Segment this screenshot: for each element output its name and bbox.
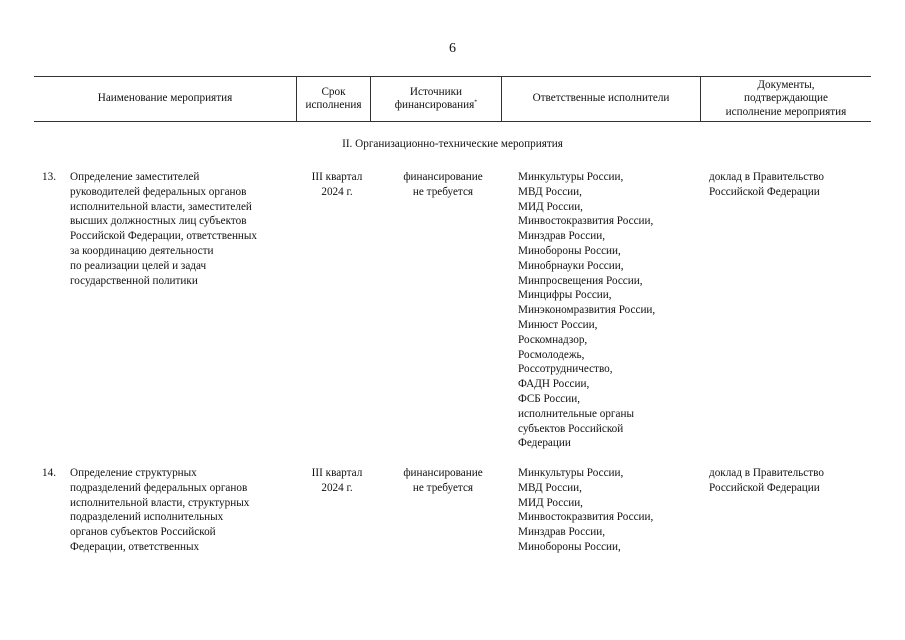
- row-executor-line: Минэкономразвития России,: [518, 304, 656, 317]
- row-document-line: Российской Федерации: [709, 481, 820, 494]
- header-documents-line-3: исполнение мероприятия: [725, 105, 847, 118]
- row-executor-line: Минвостокразвития России,: [518, 215, 654, 228]
- row-deadline-line: III квартал: [311, 467, 363, 479]
- row-document-line: Российской Федерации: [709, 185, 820, 198]
- row-name-line: органов субъектов Российской: [70, 526, 216, 539]
- row-deadline-line: 2024 г.: [321, 185, 353, 198]
- row-executor-line: ФСБ России,: [518, 392, 581, 405]
- table-header-bottom-rule: [34, 121, 871, 122]
- row-executor-line: МВД России,: [518, 185, 582, 198]
- row-funding-line: не требуется: [412, 185, 474, 198]
- header-deadline-line-1: Срок: [321, 85, 346, 98]
- row-documents: [709, 170, 824, 200]
- row-executor-line: Росмолодежь,: [518, 348, 585, 361]
- row-name-line: высших должностных лиц субъектов: [70, 215, 247, 228]
- row-name-line: подразделений федеральных органов: [70, 481, 248, 494]
- header-funding-line-1: Источники: [409, 85, 463, 98]
- header-name: [34, 77, 296, 121]
- header-funding: [371, 77, 501, 121]
- row-number: 13.: [42, 171, 56, 183]
- row-name-line: исполнительной власти, заместителей: [70, 200, 252, 213]
- row-executor-line: МИД России,: [518, 200, 583, 213]
- row-name-line: за координацию деятельности: [70, 244, 214, 257]
- row-name-line: государственной политики: [70, 274, 198, 287]
- row-name-line: исполнительной власти, структурных: [70, 496, 250, 509]
- row-name-line: Определение заместителей: [70, 171, 200, 183]
- header-executors: [502, 77, 700, 121]
- row-executor-line: Минюст России,: [518, 318, 598, 331]
- row-executor-line: исполнительные органы: [518, 407, 634, 420]
- row-funding-line: финансирование: [403, 171, 483, 183]
- row-executor-line: Минобороны России,: [518, 244, 621, 257]
- row-deadline: [297, 170, 377, 200]
- row-executor-line: Минпросвещения России,: [518, 274, 643, 287]
- row-executor-line: Минкультуры России,: [518, 171, 624, 183]
- row-executor-line: Россотрудничество,: [518, 363, 613, 376]
- page-number: 6: [449, 41, 456, 56]
- row-executor-line: Минздрав России,: [518, 230, 605, 243]
- row-executors: [518, 170, 655, 451]
- header-documents: [701, 77, 871, 121]
- row-documents: [709, 466, 824, 496]
- row-deadline-line: 2024 г.: [321, 481, 353, 494]
- header-funding-line-2: финансирования: [394, 99, 475, 111]
- header-documents-line-2: подтверждающие: [744, 92, 828, 105]
- row-funding-line: не требуется: [412, 481, 474, 494]
- row-executor-line: субъектов Российской: [518, 422, 624, 435]
- row-funding: [376, 466, 510, 496]
- row-name-line: руководителей федеральных органов: [70, 185, 247, 198]
- row-name: [70, 170, 257, 288]
- row-executor-line: Минцифры России,: [518, 289, 612, 302]
- row-executors: [518, 466, 653, 555]
- row-document-line: доклад в Правительство: [709, 467, 824, 479]
- row-number: 14.: [42, 467, 56, 479]
- row-deadline: [297, 466, 377, 496]
- row-funding-line: финансирование: [403, 467, 483, 479]
- row-executor-line: Роскомнадзор,: [518, 333, 588, 346]
- row-executor-line: ФАДН России,: [518, 378, 590, 391]
- row-name-line: Федерации, ответственных: [70, 540, 200, 553]
- row-name-line: Определение структурных: [70, 467, 197, 479]
- row-executor-line: Федерации: [518, 437, 571, 450]
- row-executor-line: Минздрав России,: [518, 526, 605, 539]
- header-deadline-line-2: исполнения: [305, 99, 362, 111]
- header-documents-line-1: Документы,: [757, 78, 815, 91]
- row-name-line: по реализации целей и задач: [70, 259, 207, 272]
- section-title: II. Организационно-технические мероприятия: [342, 138, 563, 150]
- row-name: [70, 466, 249, 555]
- row-funding: [376, 170, 510, 200]
- row-name-line: подразделений исполнительных: [70, 511, 224, 524]
- row-executor-line: МИД России,: [518, 496, 583, 509]
- row-name-line: Российской Федерации, ответственных: [70, 230, 258, 243]
- row-executor-line: Минкультуры России,: [518, 467, 624, 479]
- header-deadline: [297, 77, 370, 121]
- row-executor-line: Минвостокразвития России,: [518, 511, 654, 524]
- header-executors-label: Ответственные исполнители: [532, 92, 670, 105]
- row-document-line: доклад в Правительство: [709, 171, 824, 183]
- row-executor-line: Минобороны России,: [518, 540, 621, 553]
- row-executor-line: МВД России,: [518, 481, 582, 494]
- row-executor-line: Минобрнауки России,: [518, 259, 624, 272]
- footnote-marker: *: [474, 99, 478, 106]
- header-name-label: Наименование мероприятия: [97, 92, 233, 105]
- row-deadline-line: III квартал: [311, 171, 363, 183]
- header-funding-line-2-wrap: [395, 99, 478, 113]
